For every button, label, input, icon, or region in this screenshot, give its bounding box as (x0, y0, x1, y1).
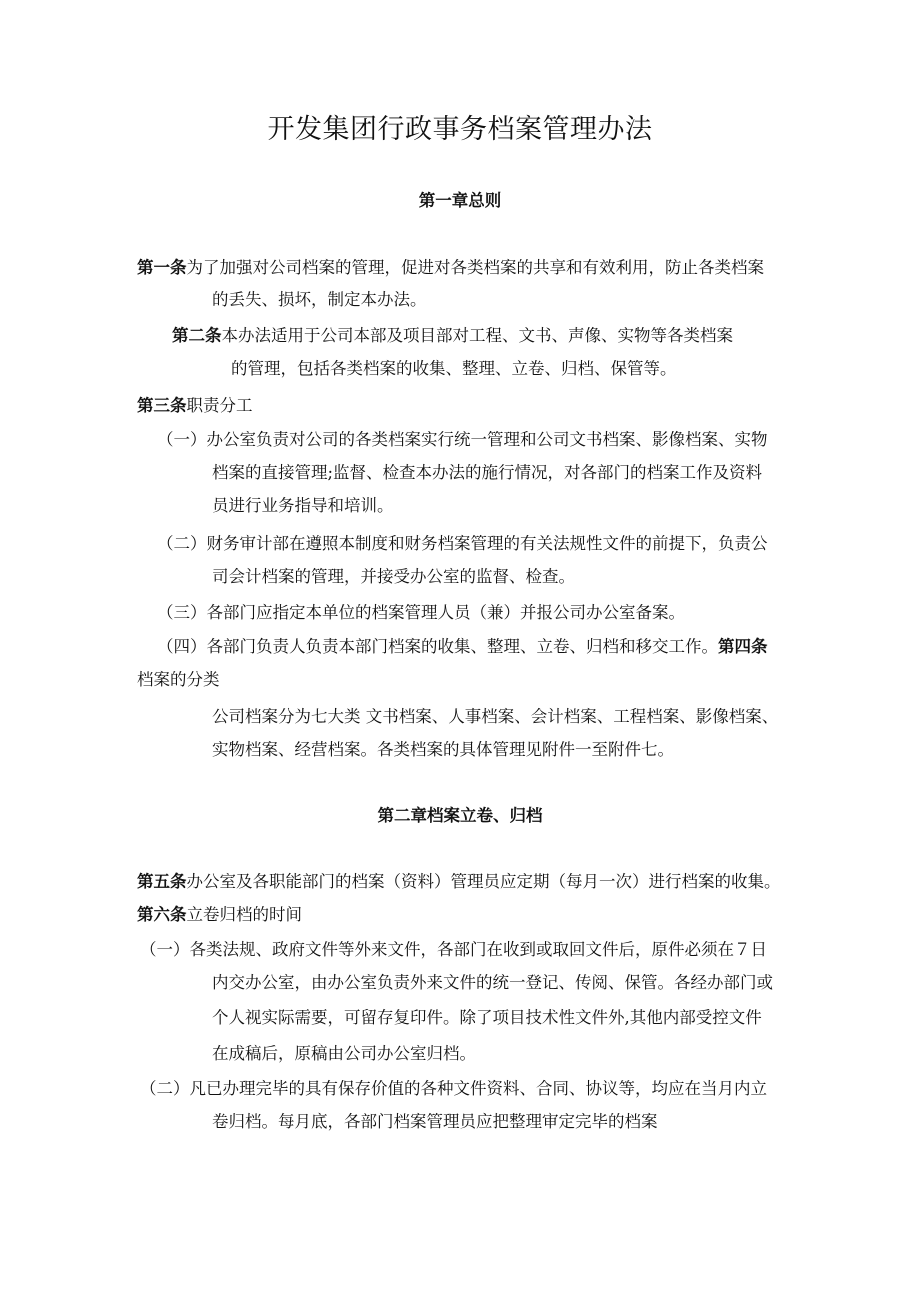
article-4-body-line-2: 实物档案、经营档案。各类档案的具体管理见附件一至附件七。 (212, 740, 674, 759)
chapter-1-heading: 第一章总则 (418, 191, 502, 210)
article-4-label: 第四条 (718, 637, 768, 656)
document-title: 开发集团行政事务档案管理办法 (267, 114, 653, 145)
article-2-text: 本办法适用于公司本部及项目部对工程、文书、声像、实物等各类档案 (221, 326, 733, 345)
article-3-item-4-line (157, 635, 768, 659)
article-4-text: 档案的分类 (137, 670, 220, 689)
article-3-item-1-line-1: （一）办公室负责对公司的各类档案实行统一管理和公司文书档案、影像档案、实物 (157, 430, 768, 449)
article-3-item-2-line-2: 司会计档案的管理，并接受办公室的监督、检查。 (212, 567, 575, 586)
article-3-item-2-line-1: （二）财务审计部在遵照本制度和财务档案管理的有关法规性文件的前提下，负责公 (157, 534, 768, 553)
article-1-text: 为了加强对公司档案的管理，促进对各类档案的共享和有效利用，防止各类档案 (186, 258, 764, 277)
article-6-line (137, 903, 302, 927)
article-2-label: 第二条 (172, 326, 222, 345)
article-6-item-1-line-1: （一）各类法规、政府文件等外来文件，各部门在收到或取回文件后，原件必须在７日 (140, 940, 767, 959)
article-3-line (137, 394, 253, 418)
article-6-item-1-line-3: 个人视实际需要，可留存复印件。除了项目技术性文件外,其他内部受控文件 (212, 1008, 762, 1027)
article-6-item-2-line-2: 卷归档。每月底，各部门档案管理员应把整理审定完毕的档案 (212, 1112, 658, 1131)
article-6-item-2-line-1: （二）凡已办理完毕的具有保存价值的各种文件资料、合同、协议等，均应在当月内立 (140, 1079, 767, 1098)
article-3-item-1-line-2: 档案的直接管理;监督、检查本办法的施行情况，对各部门的档案工作及资料 (212, 463, 763, 482)
article-6-text: 立卷归档的时间 (186, 905, 302, 924)
article-5-line (137, 870, 781, 894)
article-3-text: 职责分工 (186, 396, 253, 415)
article-1-line-2: 的丢失、损坏，制定本办法。 (212, 290, 427, 309)
article-3-item-4: （四）各部门负责人负责本部门档案的收集、整理、立卷、归档和移交工作。 (157, 637, 718, 656)
chapter-2-heading: 第二章档案立卷、归档 (377, 806, 543, 825)
article-1-line-1 (137, 256, 764, 280)
article-6-label: 第六条 (137, 905, 187, 924)
article-6-item-1-line-4: 在成稿后，原稿由公司办公室归档。 (212, 1044, 476, 1063)
article-5-label: 第五条 (137, 872, 187, 891)
article-3-item-3: （三）各部门应指定本单位的档案管理人员（兼）并报公司办公室备案。 (157, 603, 685, 622)
article-2-line-1 (172, 324, 733, 348)
article-3-label: 第三条 (137, 396, 187, 415)
article-5-text: 办公室及各职能部门的档案（资料）管理员应定期（每月一次）进行档案的收集。 (186, 872, 781, 891)
article-6-item-1-line-2: 内交办公室，由办公室负责外来文件的统一登记、传阅、保管。各经办部门或 (212, 973, 773, 992)
article-2-line-2: 的管理，包括各类档案的收集、整理、立卷、归档、保管等。 (231, 359, 677, 378)
article-3-item-1-line-3: 员进行业务指导和培训。 (212, 496, 394, 515)
article-4-body-line-1: 公司档案分为七大类 文书档案、人事档案、会计档案、工程档案、影像档案、 (212, 707, 779, 726)
article-1-label: 第一条 (137, 258, 187, 277)
